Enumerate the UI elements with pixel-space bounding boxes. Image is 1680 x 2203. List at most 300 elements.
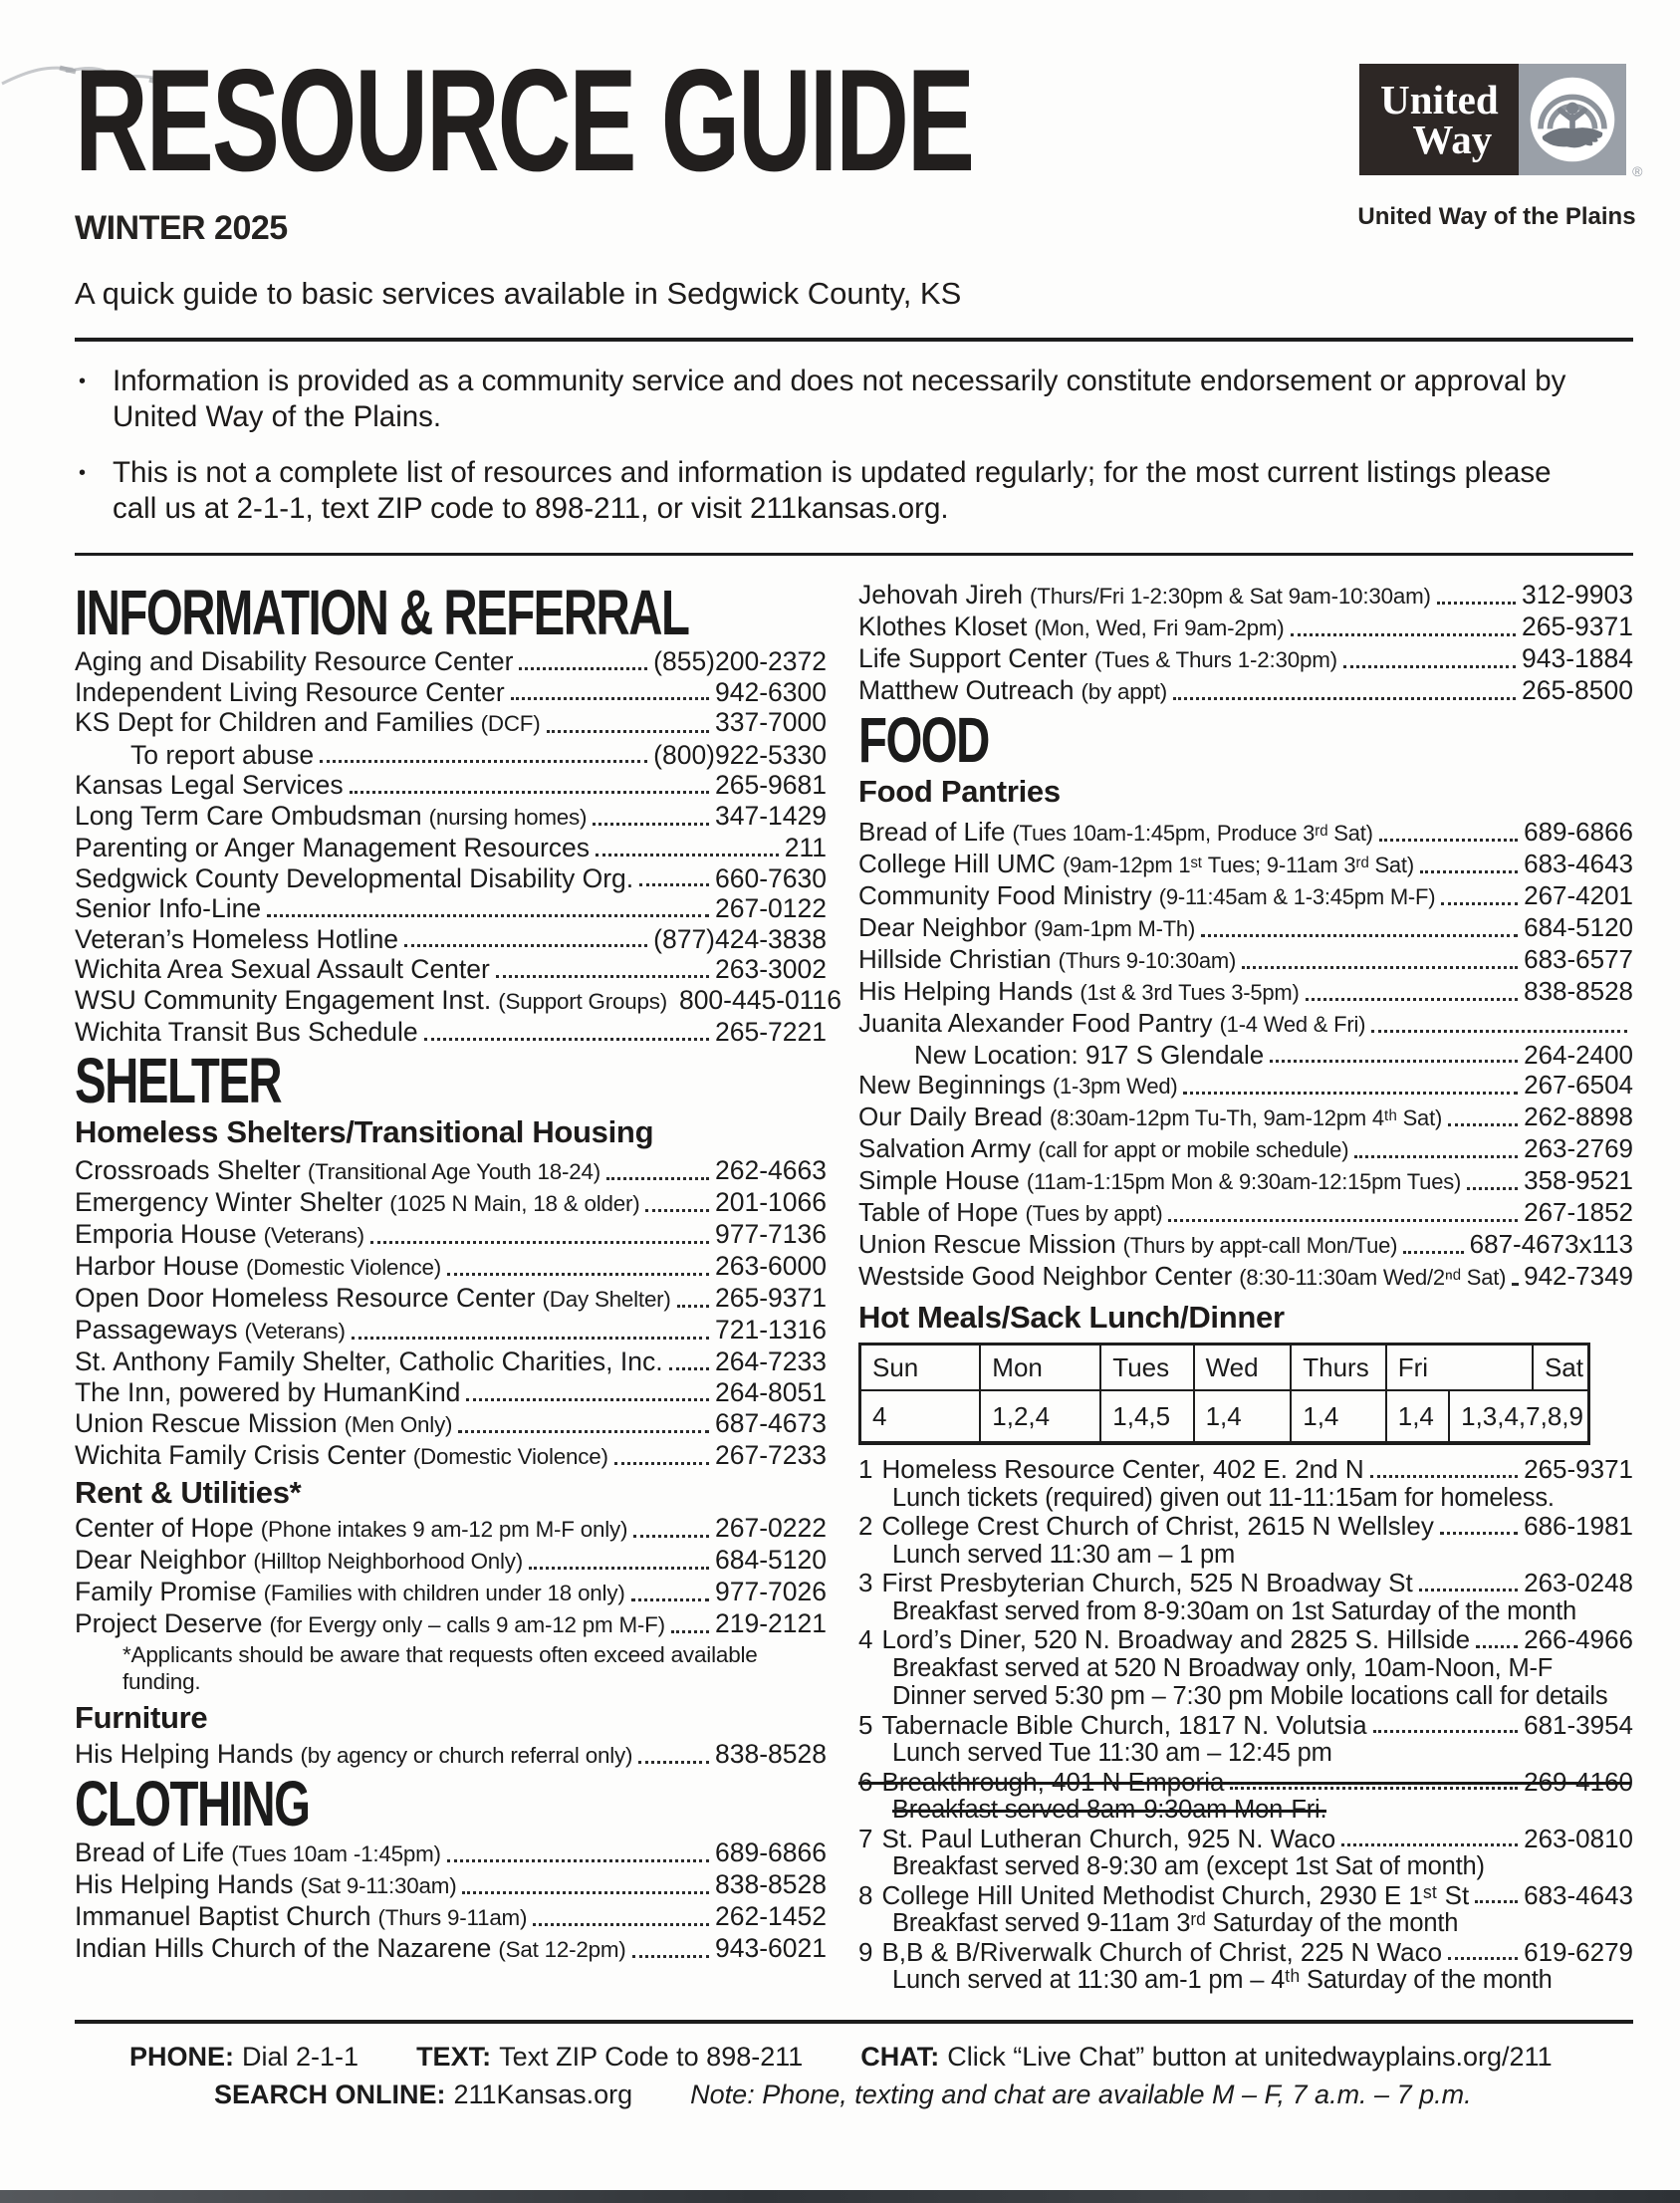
service-detail: (8:30am-12pm Tu-Th, 9am-12pm 4ᵗʰ Sat) [1049,1105,1443,1131]
service-detail: (for Evergy only – calls 9 am-12 pm M-F) [269,1611,665,1637]
footer-line-1 [75,2041,1633,2074]
phone-number: 689-6866 [715,1837,827,1868]
directory-row [75,954,827,985]
site-note: Breakfast served 8am-9:30am Mon-Fri. [892,1796,1327,1825]
service-name: The Inn, powered by HumanKind [75,1376,461,1407]
service-detail: (1st & 3rd Tues 3-5pm) [1080,980,1300,1006]
phone-number: 267-7233 [715,1439,827,1470]
directory-row [75,1869,827,1901]
directory-row [75,924,827,955]
directory-row [75,740,827,771]
day-header-cell: Wed [1195,1346,1293,1389]
service-name: Kansas Legal Services [75,770,344,801]
site-notes [858,1484,1633,1513]
service-name: Dear Neighbor [75,1544,247,1575]
dot-leader [1168,1219,1518,1222]
phone-number: 800-445-0116 [678,984,842,1015]
phone-number: 265-9371 [1522,612,1633,641]
service-name: Wichita Family Crisis Center [75,1439,406,1470]
service-name: St. Anthony Family Shelter, Catholic Charities, Inc. [75,1346,663,1376]
phone-number: 943-1884 [1522,643,1633,673]
phone-number: 683-6577 [1524,944,1633,975]
site-codes-cell: 4 [861,1391,981,1441]
site-name: Tabernacle Bible Church, 1817 N. Volutsia [881,1709,1367,1740]
site-number: 8 [858,1879,873,1910]
site-number: 9 [858,1936,873,1967]
site-name: First Presbyterian Church, 525 N Broadway St [881,1568,1413,1598]
directory-row [858,1133,1633,1165]
phone-number: 681-3954 [1524,1709,1633,1740]
footer-contact-item: Note: Phone, texting and chat are available M – F, 7 a.m. – 7 p.m. [690,2080,1472,2109]
service-detail: (Domestic Violence) [245,1254,441,1280]
service-detail: (Mon, Wed, Fri 9am-2pm) [1034,615,1285,640]
meal-site-row [858,1825,1633,1853]
meal-site [858,1881,1633,1938]
phone-number: 687-4673x113 [1469,1229,1633,1260]
service-detail: (nursing homes) [428,804,588,830]
site-note: Breakfast served from 8-9:30am on 1st Saturday of the month [892,1596,1576,1625]
divider [75,553,1633,556]
directory-row [858,817,1633,849]
directory-row [75,1933,827,1965]
site-number: 6 [858,1766,873,1797]
subsection-rent-utilities: Rent & Utilities* [75,1474,302,1510]
directory-row [858,612,1633,643]
footer-contact-item: CHAT: Click “Live Chat” button at unitedwayplains.org/211 [860,2042,1553,2072]
page-footer [75,2020,1633,2111]
site-codes-cell: 1,4 [1195,1391,1293,1441]
phone-number: 267-1852 [1524,1197,1633,1228]
directory-row [858,1040,1633,1070]
dot-leader [632,1955,709,1958]
phone-number: 838-8528 [715,1869,827,1900]
directory-row [75,801,827,834]
phone-number: 683-4643 [1524,849,1633,879]
service-detail: (Domestic Violence) [412,1443,608,1469]
meal-site-row [858,1938,1633,1967]
dot-leader [320,760,647,763]
phone-number: 211 [784,833,827,863]
service-name: Parenting or Anger Management Resources [75,833,591,863]
phone-number: 263-6000 [715,1250,827,1281]
service-detail: (Sat 12-2pm) [498,1937,626,1963]
phone-number: 265-7221 [715,1017,827,1048]
dot-leader [1183,1092,1518,1095]
page-header [75,0,1643,248]
dot-leader [633,1535,709,1538]
site-notes [858,1597,1633,1626]
dot-leader [352,1337,709,1340]
food-pantry-rows [858,817,1633,1293]
phone-number: 337-7000 [715,707,827,738]
day-header-cell: Sat [1544,1352,1583,1383]
hot-meals-day-header-row [861,1346,1587,1391]
dot-leader [1373,1730,1519,1733]
dot-leader [1370,1475,1519,1478]
site-notes [858,1739,1633,1768]
site-name: College Hill United Methodist Church, 2930 E 1ˢᵗ St [881,1879,1470,1910]
service-name: Hillside Christian [858,944,1052,975]
dot-leader [596,854,779,857]
directory-row [858,643,1633,675]
dot-leader [529,1567,709,1570]
divider [75,2020,1633,2024]
page-title: RESOURCE GUIDE [75,39,973,201]
service-detail: (Tues 10am-1:45pm, Produce 3ʳᵈ Sat) [1012,821,1373,847]
site-note: Lunch served 11:30 am – 1 pm [892,1540,1236,1569]
dot-leader [1201,934,1518,937]
directory-row [75,1901,827,1933]
disclaimer-item: • This is not a complete list of resources and information is updated regularly; for the most current listings please call us at 2-1-1, text ZIP code to 898-211, or visit 211kansas.org. [75,455,1633,527]
day-header-cell: Mon [981,1346,1101,1389]
service-name: Bread of Life [75,1837,225,1868]
dot-leader [1476,1645,1518,1648]
directory-row [858,912,1633,944]
site-note: Breakfast served 9-11am 3ʳᵈ Saturday of the month [892,1909,1459,1938]
dot-leader [447,1859,709,1862]
dot-leader [511,697,709,700]
site-notes [858,1654,1633,1711]
service-name: Community Food Ministry [858,880,1152,911]
service-name: Life Support Center [858,643,1087,673]
dot-leader [1371,1030,1627,1033]
service-detail: (Thurs/Fri 1-2:30pm & Sat 9am-10:30am) [1030,584,1431,609]
dot-leader [466,1398,709,1401]
service-detail: (Families with children under 18 only) [263,1580,625,1605]
meal-site-row [858,1455,1633,1484]
furniture-rows [75,1739,827,1771]
directory-row [75,1283,827,1315]
meal-site [858,1825,1633,1881]
phone-number: 267-4201 [1524,880,1633,911]
meal-site [858,1512,1633,1569]
phone-number: 265-9371 [715,1282,827,1313]
directory-row [75,1187,827,1219]
phone-number: 683-4643 [1524,1879,1633,1910]
united-way-emblem [1519,64,1626,175]
directory-row [75,1251,827,1283]
meal-site-row [858,1512,1633,1541]
meal-site [858,1711,1633,1768]
service-detail: (9am-1pm M-Th) [1034,916,1196,942]
dot-leader [1448,1123,1518,1126]
day-header-cell: Thurs [1292,1346,1386,1389]
service-name: Center of Hope [75,1512,254,1543]
directory-row [75,770,827,801]
service-detail: (by agency or church referral only) [300,1742,633,1768]
dot-leader [639,883,709,886]
footer-line-2 [75,2079,1633,2111]
site-name: Breakthrough, 401 N Emporia [881,1766,1225,1797]
service-detail: (Transitional Age Youth 18-24) [307,1158,601,1184]
service-name: Simple House [858,1165,1020,1196]
dot-leader [1437,602,1516,605]
phone-number: 686-1981 [1524,1511,1633,1542]
service-detail: (1-4 Wed & Fri) [1219,1012,1366,1038]
service-detail: (9am-12pm 1ˢᵗ Tues; 9-11am 3ʳᵈ Sat) [1062,853,1414,878]
service-name: Passageways [75,1314,238,1345]
section-heading-shelter: SHELTER [75,1044,282,1116]
section-heading-information-referral: INFORMATION & REFERRAL [75,577,689,648]
site-codes-cell: 1,4,5 [1101,1391,1194,1441]
phone-number: 942-7349 [1524,1261,1633,1292]
column-gap [827,580,858,1995]
service-name: His Helping Hands [75,1869,294,1900]
day-header-cell: Sun [861,1346,981,1389]
hot-meals-codes-row [861,1391,1587,1441]
registered-mark: ® [1632,163,1643,179]
service-detail: (Phone intakes 9 am-12 pm M-F only) [260,1516,628,1542]
site-codes-cell: 1,4 [1387,1391,1450,1441]
directory-row [75,1315,827,1346]
phone-number: 269-4160 [1524,1766,1633,1797]
site-number: 1 [858,1454,873,1485]
directory-row [75,1608,827,1640]
directory-row [75,707,827,740]
phone-number: 943-6021 [715,1933,827,1964]
site-note: Breakfast served 8-9:30 am (except 1st Sat of month) [892,1852,1485,1881]
phone-number: 838-8528 [715,1738,827,1769]
directory-row [75,1577,827,1608]
dot-leader [1475,1900,1518,1903]
dot-leader [1291,633,1516,636]
site-name: B,B & B/Riverwalk Church of Christ, 225 N Waco [881,1936,1443,1967]
site-notes [858,1909,1633,1938]
service-detail: (DCF) [480,711,541,737]
meal-site [858,1625,1633,1711]
site-notes [858,1966,1633,1995]
phone-number: (800)922-5330 [653,739,827,770]
service-name: Immanuel Baptist Church [75,1901,371,1932]
dot-leader [606,1177,709,1180]
phone-number: 264-8051 [715,1376,827,1407]
service-name: His Helping Hands [858,976,1074,1007]
phone-number: 262-8898 [1524,1102,1633,1132]
dot-leader [1242,966,1518,969]
directory-row [858,976,1633,1008]
phone-number: 684-5120 [715,1544,827,1575]
service-name: Indian Hills Church of the Nazarene [75,1933,492,1964]
dot-leader [1306,998,1519,1001]
disclaimer-item: • Information is provided as a community service and does not necessarily constitute endorsement or approval by United Way of the Plains. [75,364,1633,435]
dot-leader [1420,870,1518,873]
footer-label: PHONE: [129,2042,235,2072]
service-name: WSU Community Engagement Inst. [75,984,492,1015]
dot-leader [614,1462,709,1465]
phone-number: 689-6866 [1524,817,1633,848]
divider [75,338,1633,342]
service-name: Harbor House [75,1250,239,1281]
site-codes-cell: 1,3,4,7,8,9 [1461,1401,1583,1432]
service-name: Salvation Army [858,1133,1032,1164]
clothing-rows [75,1837,827,1965]
service-name: Long Term Care Ombudsman [75,800,422,831]
site-notes [858,1796,1633,1825]
directory-row [75,833,827,863]
service-name: KS Dept for Children and Families [75,707,474,738]
phone-number: 312-9903 [1522,580,1633,610]
site-name: St. Paul Lutheran Church, 925 N. Waco [881,1823,1336,1853]
dot-leader [638,1761,709,1764]
footer-label: TEXT: [416,2042,492,2072]
directory-row [75,646,827,677]
dot-leader [1512,1283,1518,1286]
site-note: Dinner served 5:30 pm – 7:30 pm Mobile locations call for details [892,1682,1608,1711]
service-name: New Location: 917 S Glendale [914,1040,1265,1071]
dot-leader [350,791,709,794]
service-name: Bread of Life [858,817,1006,848]
phone-number: 267-6504 [1524,1070,1633,1101]
dot-leader [1440,1532,1518,1535]
service-detail: (Veterans) [263,1222,364,1248]
service-detail: (Thurs by appt-call Mon/Tue) [1122,1233,1398,1259]
site-number: 4 [858,1624,873,1655]
service-name: Matthew Outreach [858,675,1075,705]
footer-label: CHAT: [860,2042,940,2072]
phone-number: 977-7136 [715,1218,827,1249]
service-detail: (Tues 10am -1:45pm) [231,1841,441,1867]
site-note: Lunch served Tue 11:30 am – 12:45 pm [892,1739,1332,1768]
dot-leader [669,1367,709,1370]
phone-number: 201-1066 [715,1186,827,1217]
directory-row [858,1102,1633,1133]
phone-number: 263-3002 [715,954,827,985]
dot-leader [1403,1251,1463,1254]
left-column [75,577,842,1995]
service-detail: (Hilltop Neighborhood Only) [253,1548,524,1574]
dot-leader [1467,1187,1518,1190]
service-detail: (by appt) [1080,679,1168,704]
directory-row [75,677,827,708]
directory-row [858,944,1633,976]
info-referral-rows [75,646,842,1048]
phone-number: 265-8500 [1522,675,1633,705]
right-column [858,580,1633,1995]
service-detail: (11am-1:15pm Mon & 9:30am-12:15pm Tues) [1026,1169,1462,1195]
service-name: Emergency Winter Shelter [75,1186,383,1217]
service-name: Juanita Alexander Food Pantry [858,1008,1213,1039]
page-subtitle: A quick guide to basic services available in Sedgwick County, KS [75,276,962,311]
directory-row [75,1440,827,1472]
meal-site [858,1455,1633,1512]
directory-row [75,863,827,894]
rent-utilities-rows [75,1513,827,1640]
service-name: Klothes Kloset [858,612,1028,641]
dot-leader [462,1891,709,1894]
service-name: Wichita Area Sexual Assault Center [75,954,490,985]
phone-number: (877)424-3838 [653,923,827,954]
service-name: Table of Hope [858,1197,1019,1228]
service-name: Our Daily Bread [858,1102,1043,1132]
service-name: Independent Living Resource Center [75,676,505,707]
phone-number: 267-0122 [715,893,827,924]
clothing-continued-rows [858,580,1633,707]
site-number: 2 [858,1511,873,1542]
service-name: Family Promise [75,1576,257,1606]
service-name: Senior Info-Line [75,893,262,924]
meal-site [858,1768,1633,1825]
dot-leader [1354,1155,1518,1158]
phone-number: 263-0248 [1524,1568,1633,1598]
directory-row [858,880,1633,912]
site-codes-cell: 1,2,4 [981,1391,1101,1441]
service-name: Dear Neighbor [858,912,1028,943]
site-number: 7 [858,1823,873,1853]
united-way-logo [1359,64,1643,179]
directory-row [858,1008,1633,1040]
phone-number: 687-4673 [715,1407,827,1438]
service-detail: (9-11:45am & 1-3:45pm M-F) [1158,884,1436,910]
phone-number: 267-0222 [715,1512,827,1543]
directory-row [75,1545,827,1577]
phone-number: 838-8528 [1524,976,1633,1007]
service-detail: (Veterans) [244,1318,346,1344]
directory-row [858,580,1633,612]
phone-number: 264-2400 [1524,1040,1633,1071]
dot-leader [1343,665,1516,668]
phone-number: 266-4966 [1524,1624,1633,1655]
service-detail: (Day Shelter) [542,1286,671,1312]
dot-leader [593,823,709,826]
service-name: Westside Good Neighbor Center [858,1261,1233,1292]
meal-site-row [858,1569,1633,1597]
hot-meals-table [858,1343,1590,1445]
service-name: Sedgwick County Developmental Disability Org. [75,862,634,893]
day-header-cell: Fri [1387,1346,1534,1389]
phone-number: 619-6279 [1524,1936,1633,1967]
directory-row [858,675,1633,707]
dot-leader [547,730,709,733]
phone-number: 263-0810 [1524,1823,1633,1853]
dot-leader [519,667,647,670]
bullet-icon: • [79,462,87,484]
site-note: Lunch tickets (required) given out 11-11:15am for homeless. [892,1483,1555,1512]
meal-site-row [858,1625,1633,1654]
directory-row [75,1739,827,1771]
directory-row [75,1513,827,1545]
phone-number: 264-7233 [715,1346,827,1376]
service-name: Open Door Homeless Resource Center [75,1282,536,1313]
phone-number: 721-1316 [715,1314,827,1345]
meal-site-row [858,1711,1633,1740]
service-name: Wichita Transit Bus Schedule [75,1017,418,1048]
phone-number: 262-1452 [715,1901,827,1932]
service-name: Emporia House [75,1218,257,1249]
site-note: Breakfast served at 520 N Broadway only, 10am-Noon, M-F [892,1653,1554,1682]
dot-leader [671,1630,709,1633]
service-detail: (Tues by appt) [1025,1201,1163,1227]
dot-leader [267,914,709,917]
phone-number: 942-6300 [715,676,827,707]
dot-leader [1230,1787,1518,1790]
site-codes-cell: 1,4 [1292,1391,1386,1441]
service-detail: (call for appt or mobile schedule) [1038,1137,1349,1163]
dot-leader [496,975,709,978]
dot-leader [1441,902,1518,905]
phone-number: (855)200-2372 [653,646,827,677]
directory-row [858,1229,1633,1261]
subsection-furniture: Furniture [75,1699,208,1735]
service-detail: (Sat 9-11:30am) [300,1873,457,1899]
service-detail: (Thurs 9-11am) [377,1905,528,1931]
meal-site-list [858,1455,1633,1995]
service-name: To report abuse [130,739,315,770]
service-name: Crossroads Shelter [75,1154,301,1185]
dot-leader [645,1209,709,1212]
directory-row [75,893,827,924]
service-detail: (1025 N Main, 18 & older) [389,1190,640,1216]
meal-site-row [858,1881,1633,1910]
